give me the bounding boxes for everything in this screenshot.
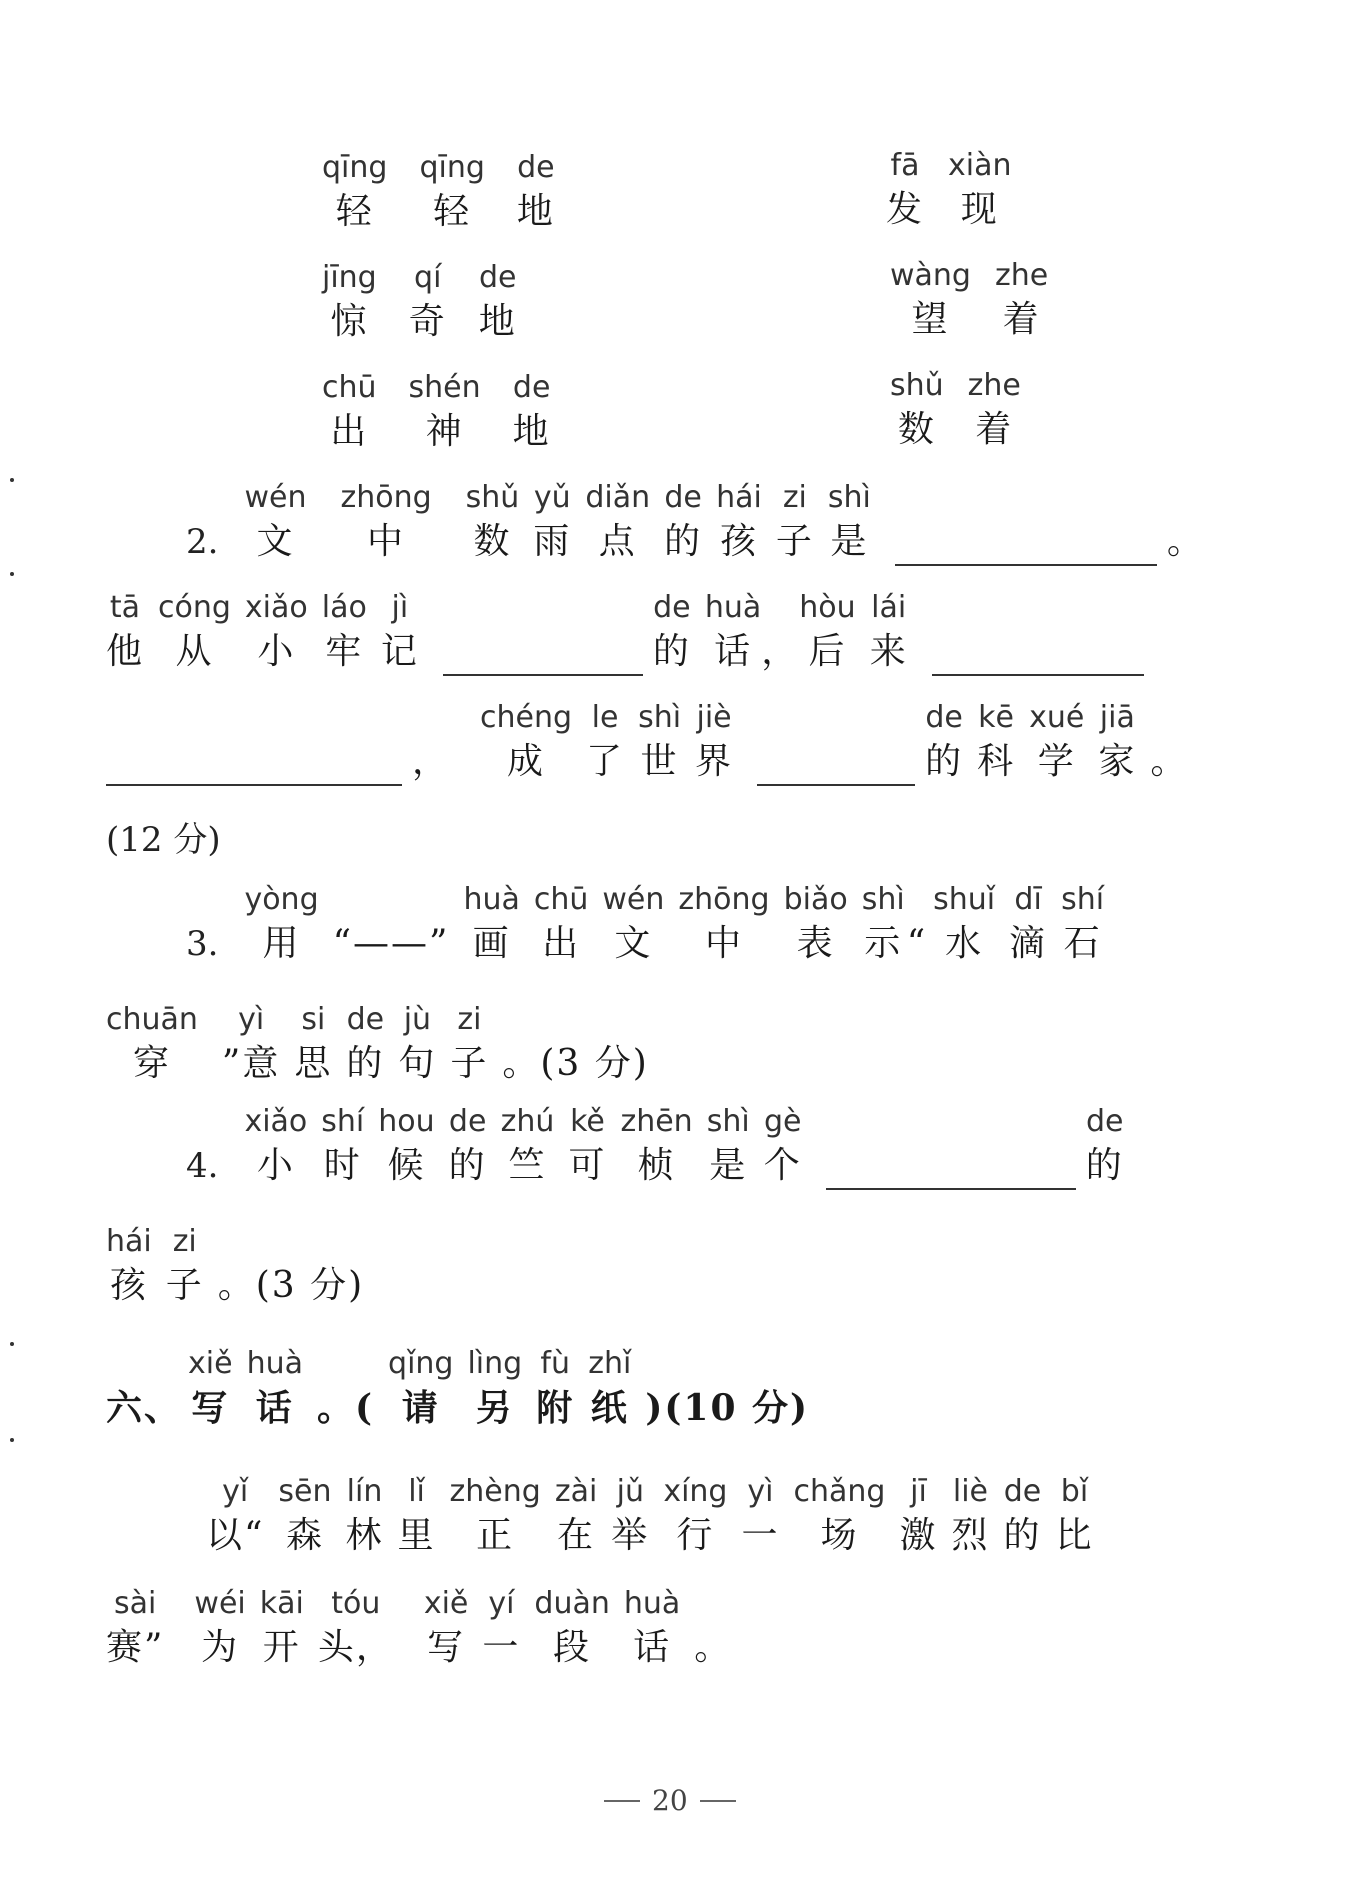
hanzi: 开: [262, 1627, 301, 1668]
hanzi: 时: [323, 1145, 362, 1186]
hanzi: 来: [869, 631, 908, 672]
score: 。(3 分): [502, 1043, 649, 1084]
hanzi: ”意: [221, 1043, 281, 1084]
hanzi: 请: [401, 1387, 440, 1429]
answer-blank[interactable]: [757, 738, 915, 786]
pinyin: de: [512, 370, 551, 405]
hanzi: 地: [512, 411, 551, 452]
pinyin: zhōng: [678, 882, 770, 917]
pinyin: bǐ: [1060, 1474, 1089, 1509]
section-number: 六、: [106, 1387, 183, 1429]
q4-line2: [106, 1222, 364, 1310]
pinyin: de: [925, 700, 963, 735]
pinyin: huà: [246, 1346, 303, 1381]
pinyin: cóng: [158, 590, 231, 625]
hanzi: 文: [256, 521, 295, 562]
pinyin: lìng: [467, 1346, 523, 1381]
pinyin: yì: [747, 1474, 774, 1509]
pinyin: zhú: [500, 1104, 555, 1139]
hanzi: 后: [808, 631, 847, 672]
hanzi: 可: [568, 1145, 607, 1186]
hanzi: 发: [886, 189, 925, 230]
hanzi: 是: [830, 521, 869, 562]
pinyin: jù: [403, 1002, 432, 1037]
pinyin: de: [1003, 1474, 1042, 1509]
q2-score: (12 分): [106, 820, 221, 860]
pinyin: shí: [1061, 882, 1105, 917]
hanzi: 小: [257, 631, 296, 672]
hanzi: 是: [709, 1145, 748, 1186]
hanzi: 用: [262, 923, 301, 964]
hanzi: 头，: [317, 1627, 394, 1668]
hanzi: 正: [476, 1515, 515, 1556]
word-item-wangzhe: [890, 256, 1062, 344]
hanzi: 为: [201, 1627, 240, 1668]
pinyin: wéi: [194, 1586, 246, 1621]
pinyin: hou: [378, 1104, 435, 1139]
pinyin: shuǐ: [933, 882, 996, 917]
hanzi: 学: [1037, 741, 1076, 782]
pinyin: chuān: [106, 1002, 198, 1037]
hanzi: 在: [557, 1515, 596, 1556]
q3-line2: [106, 1000, 649, 1088]
answer-blank[interactable]: [826, 1142, 1076, 1190]
hanzi: 场: [820, 1515, 859, 1556]
pinyin: fù: [540, 1346, 570, 1381]
section-score: )(10 分): [645, 1387, 810, 1429]
hanzi: 着: [1002, 299, 1041, 340]
hanzi: 滴: [1009, 923, 1048, 964]
pinyin: shén: [408, 370, 481, 405]
hanzi: 点: [598, 521, 637, 562]
q2-line1: [186, 478, 1205, 566]
hanzi: 的: [652, 631, 691, 672]
hanzi: 纸: [590, 1387, 629, 1429]
hanzi: 他: [106, 631, 145, 672]
hanzi: 惊: [330, 301, 369, 342]
answer-blank[interactable]: [443, 628, 643, 676]
hanzi: 的: [1085, 1145, 1124, 1186]
pinyin: qǐng: [388, 1346, 454, 1381]
pinyin: zhe: [967, 368, 1021, 403]
pinyin: huà: [623, 1586, 681, 1621]
hanzi: 烈: [951, 1515, 990, 1556]
hanzi: 现: [960, 189, 999, 230]
pinyin: wàng: [890, 258, 971, 293]
margin-dot: [10, 572, 14, 576]
hanzi: 写: [191, 1387, 230, 1429]
punct: 。(: [316, 1387, 375, 1429]
pinyin: jī: [910, 1474, 927, 1509]
period: 。: [694, 1627, 733, 1668]
hanzi: 世: [640, 741, 679, 782]
pinyin: shì: [827, 480, 871, 515]
pinyin: wén: [244, 480, 307, 515]
pinyin: tóu: [331, 1586, 381, 1621]
hanzi: 奇: [408, 301, 447, 342]
hanzi: 表: [796, 923, 835, 964]
pinyin: zhōng: [340, 480, 432, 515]
pinyin: shí: [321, 1104, 365, 1139]
pinyin: jǔ: [616, 1474, 644, 1509]
section6-heading: [106, 1344, 809, 1432]
pinyin: chū: [322, 370, 377, 405]
question-number: 2.: [186, 522, 219, 562]
hanzi: 的: [925, 741, 964, 782]
hanzi: 附: [536, 1387, 575, 1429]
hanzi: 候: [387, 1145, 426, 1186]
pinyin: qí: [414, 260, 442, 295]
word-item-shuzhe: [890, 366, 1035, 454]
hanzi: 着: [975, 409, 1014, 450]
word-item-chushende: [322, 368, 565, 456]
pinyin: sēn: [278, 1474, 332, 1509]
hanzi: 示: [864, 923, 903, 964]
pinyin: lǐ: [408, 1474, 425, 1509]
q2-line3: [96, 698, 1188, 786]
hanzi: 的: [1003, 1515, 1042, 1556]
page-number-dash: [700, 1800, 736, 1802]
pinyin: kē: [978, 700, 1014, 735]
word-item-faxian: [886, 146, 1026, 234]
pinyin: de: [479, 260, 517, 295]
hanzi: 牢: [325, 631, 364, 672]
hanzi: 句: [398, 1043, 437, 1084]
underline-mark: “——”: [332, 923, 450, 964]
pinyin: jì: [391, 590, 409, 625]
hanzi: 数: [473, 521, 512, 562]
word-item-qingqingde: [322, 148, 569, 236]
hanzi: 的: [346, 1043, 385, 1084]
pinyin: kāi: [259, 1586, 304, 1621]
margin-dot: [10, 1438, 14, 1442]
hanzi: 比: [1055, 1515, 1094, 1556]
hanzi: 地: [516, 191, 555, 232]
score: 。(3 分): [217, 1265, 365, 1306]
hanzi: 林: [345, 1515, 384, 1556]
page-number-dash: [604, 1800, 640, 1802]
pinyin: sài: [114, 1586, 157, 1621]
hanzi: 个: [763, 1145, 802, 1186]
hanzi: 记: [380, 631, 419, 672]
hanzi: 望: [911, 299, 950, 340]
page-number-value: 20: [652, 1784, 688, 1817]
hanzi: 话: [714, 631, 753, 672]
pinyin: gè: [763, 1104, 802, 1139]
pinyin: láo: [321, 590, 367, 625]
pinyin: xiě: [188, 1346, 233, 1381]
section6-prompt-line2: [106, 1584, 732, 1672]
period: 。: [1150, 741, 1189, 782]
answer-blank[interactable]: [932, 628, 1144, 676]
pinyin: yǐ: [222, 1474, 249, 1509]
pinyin: zhēn: [620, 1104, 693, 1139]
hanzi: 举: [611, 1515, 650, 1556]
pinyin: shì: [706, 1104, 750, 1139]
hanzi: 话: [633, 1627, 672, 1668]
pinyin: qīng: [322, 150, 388, 185]
hanzi: 一: [741, 1515, 780, 1556]
hanzi: 数: [897, 409, 936, 450]
margin-dot: [10, 1342, 14, 1346]
hanzi: 出: [542, 923, 581, 964]
pinyin: chū: [533, 882, 589, 917]
pinyin: chǎng: [793, 1474, 886, 1509]
hanzi: 里: [397, 1515, 436, 1556]
pinyin: xíng: [663, 1474, 728, 1509]
comma: ，: [761, 631, 800, 672]
pinyin: duàn: [534, 1586, 610, 1621]
pinyin: lái: [871, 590, 907, 625]
pinyin: jiè: [696, 700, 732, 735]
pinyin: qīng: [419, 150, 485, 185]
pinyin: dī: [1014, 882, 1042, 917]
pinyin: de: [1085, 1104, 1124, 1139]
hanzi: 中: [367, 521, 406, 562]
hanzi: 地: [478, 301, 517, 342]
hanzi: 神: [425, 411, 464, 452]
hanzi: 子: [450, 1043, 489, 1084]
hanzi: 画: [472, 923, 511, 964]
pinyin: shì: [638, 700, 682, 735]
pinyin: de: [653, 590, 691, 625]
hanzi: 的: [664, 521, 703, 562]
hanzi: 水: [945, 923, 984, 964]
q3-line1: [186, 880, 1104, 968]
hanzi: 段: [553, 1627, 592, 1668]
period: 。: [1166, 521, 1205, 562]
hanzi: 轻: [433, 191, 472, 232]
hanzi: 子: [165, 1265, 204, 1306]
hanzi: 雨: [533, 521, 572, 562]
hanzi: 子: [775, 521, 814, 562]
pinyin: de: [346, 1002, 385, 1037]
hanzi: 一: [482, 1627, 521, 1668]
answer-blank[interactable]: [895, 518, 1157, 566]
question-number: 3.: [186, 924, 219, 964]
pinyin: xiě: [423, 1586, 469, 1621]
pinyin: huà: [704, 590, 762, 625]
pinyin: shǔ: [465, 480, 520, 515]
pinyin: yí: [488, 1586, 515, 1621]
pinyin: jiā: [1099, 700, 1135, 735]
pinyin: xiǎo: [244, 590, 308, 625]
hanzi: 石: [1063, 923, 1102, 964]
pinyin: yì: [238, 1002, 265, 1037]
comma: ，: [412, 741, 451, 782]
hanzi: 行: [676, 1515, 715, 1556]
hanzi: 出: [330, 411, 369, 452]
pinyin: xué: [1029, 700, 1085, 735]
pinyin: zhe: [994, 258, 1049, 293]
pinyin: si: [301, 1002, 326, 1037]
pinyin: tā: [109, 590, 141, 625]
pinyin: wén: [602, 882, 665, 917]
hanzi: 以“: [206, 1515, 265, 1556]
hanzi: 文: [614, 923, 653, 964]
pinyin: diǎn: [585, 480, 651, 515]
hanzi: 家: [1098, 741, 1137, 782]
hanzi: 的: [448, 1145, 487, 1186]
pinyin: shì: [861, 882, 905, 917]
hanzi: 科: [977, 741, 1016, 782]
pinyin: jīng: [322, 260, 377, 295]
pinyin: biǎo: [783, 882, 848, 917]
pinyin: hái: [106, 1224, 152, 1259]
hanzi: 竺: [508, 1145, 547, 1186]
hanzi: 中: [704, 923, 743, 964]
pinyin: zhèng: [449, 1474, 541, 1509]
hanzi: 孩: [109, 1265, 148, 1306]
pinyin: de: [448, 1104, 487, 1139]
pinyin: zi: [457, 1002, 482, 1037]
pinyin: huà: [463, 882, 520, 917]
pinyin: kě: [570, 1104, 605, 1139]
hanzi: 另: [475, 1387, 514, 1429]
pinyin: le: [591, 700, 619, 735]
hanzi: 赛”: [106, 1627, 165, 1668]
pinyin: zi: [172, 1224, 197, 1259]
hanzi: 桢: [637, 1145, 676, 1186]
hanzi: 穿: [132, 1043, 171, 1084]
section6-prompt-line1: [206, 1472, 1094, 1560]
hanzi: 思: [294, 1043, 333, 1084]
pinyin: fā: [890, 148, 920, 183]
pinyin: de: [664, 480, 702, 515]
question-number: 4.: [186, 1146, 219, 1186]
pinyin: zhǐ: [588, 1346, 632, 1381]
pinyin: hòu: [799, 590, 856, 625]
pinyin: hái: [716, 480, 762, 515]
pinyin: yòng: [244, 882, 319, 917]
word-item-jingqide: [322, 258, 531, 346]
pinyin: de: [517, 150, 555, 185]
hanzi: 了: [586, 741, 625, 782]
pinyin: zài: [554, 1474, 598, 1509]
hanzi: 小: [256, 1145, 295, 1186]
hanzi: 激: [899, 1515, 938, 1556]
pinyin: chéng: [480, 700, 573, 735]
hanzi: 从: [175, 631, 214, 672]
q4-line1: [186, 1102, 1124, 1190]
pinyin: liè: [952, 1474, 989, 1509]
margin-dot: [10, 478, 14, 482]
pinyin: yǔ: [533, 480, 571, 515]
pinyin: shǔ: [890, 368, 944, 403]
hanzi: 森: [285, 1515, 324, 1556]
q2-line2: [106, 588, 1154, 676]
answer-blank[interactable]: [106, 738, 402, 786]
pinyin: zi: [782, 480, 807, 515]
hanzi: 轻: [335, 191, 374, 232]
pinyin: lín: [346, 1474, 383, 1509]
pinyin: xiǎo: [244, 1104, 308, 1139]
open-quote: “: [906, 923, 928, 964]
hanzi: 话: [255, 1387, 294, 1429]
hanzi: 界: [695, 741, 734, 782]
hanzi: 写: [427, 1627, 466, 1668]
pinyin: xiàn: [948, 148, 1012, 183]
page-number: [592, 1784, 748, 1817]
hanzi: 孩: [719, 521, 758, 562]
hanzi: 成: [507, 741, 546, 782]
